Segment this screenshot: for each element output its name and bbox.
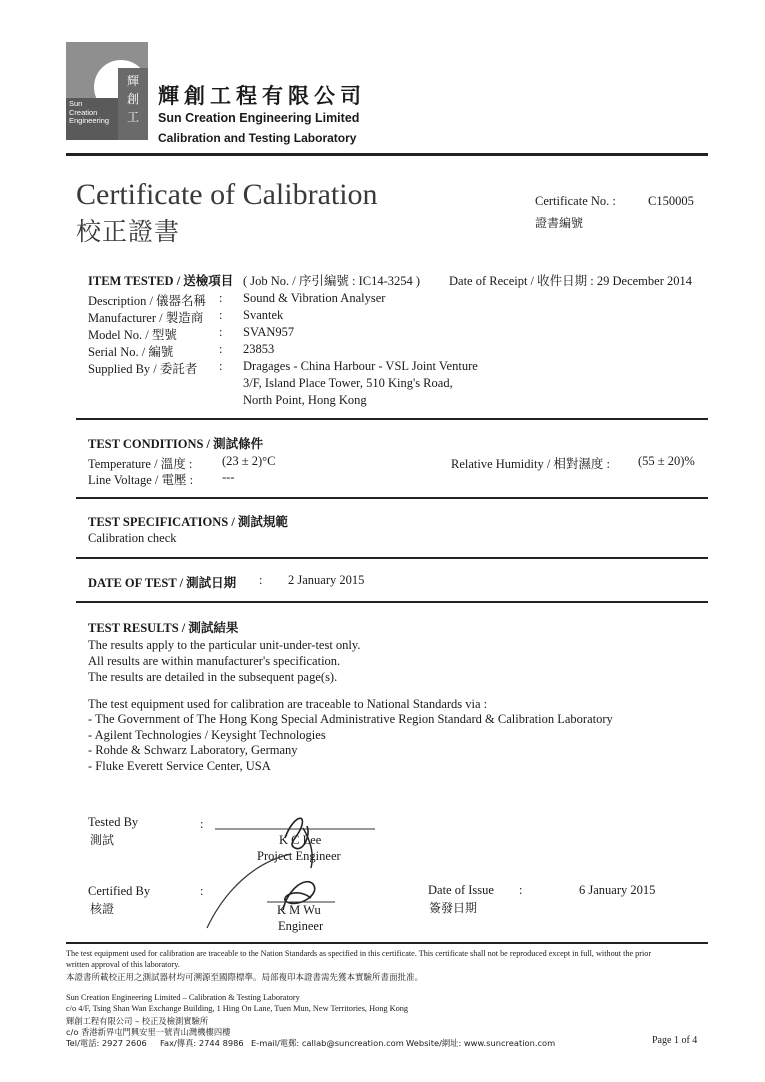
row-colon: : (219, 308, 223, 322)
footer-address-line: 輝創工程有限公司 – 校正及檢測實驗所 (66, 1016, 209, 1026)
certified-by-label: Certified By (88, 884, 151, 898)
section-divider (76, 418, 708, 420)
line-voltage-value: --- (222, 470, 235, 484)
date-of-test-colon: : (259, 573, 263, 587)
footer-website: Website/網址: www.suncreation.com (406, 1038, 556, 1048)
footer-disclaimer: written approval of this laboratory. (66, 960, 180, 969)
section-divider (76, 601, 708, 603)
humidity-value: (55 ± 20)% (638, 454, 695, 468)
traceability-intro: The test equipment used for calibration are traceable to National Standards via : (88, 697, 488, 711)
footer-divider (66, 942, 708, 944)
footer-fax: Fax/傳真: 2744 8986 (160, 1038, 244, 1048)
row-label: Description / 儀器名稱 (88, 294, 207, 308)
logo-vertical-text: 輝 創 工 (118, 68, 148, 140)
supplier-address-line: North Point, Hong Kong (243, 393, 367, 407)
item-tested-heading: ITEM TESTED / 送檢項目 (88, 274, 234, 288)
test-specifications-heading: TEST SPECIFICATIONS / 測試規範 (88, 515, 288, 529)
traceability-lab: - Agilent Technologies / Keysight Technologies (88, 728, 326, 742)
company-name-cn: 輝創工程有限公司 (158, 84, 366, 108)
section-divider (76, 557, 708, 559)
supplier-address-line: 3/F, Island Place Tower, 510 King's Road, (243, 376, 453, 390)
footer-address-line: Sun Creation Engineering Limited – Calibration & Testing Laboratory (66, 993, 300, 1002)
logo-text: Sun Creation Engineering (69, 99, 110, 125)
footer-tel: Tel/電話: 2927 2606 (66, 1038, 147, 1048)
footer-address-line: c/o 香港新界屯門興安里一號青山灣機樓四樓 (66, 1027, 231, 1037)
tested-by-colon: : (200, 817, 204, 831)
row-value: Sound & Vibration Analyser (243, 291, 386, 305)
header-divider (66, 153, 708, 156)
row-colon: : (219, 359, 223, 373)
job-number: ( Job No. / 序引編號 : IC14-3254 ) (243, 274, 421, 288)
certifier-signature (195, 850, 335, 930)
row-label: Manufacturer / 製造商 (88, 311, 204, 325)
traceability-lab: - The Government of The Hong Kong Special Administrative Region Standard & Calibration Laboratory (88, 712, 613, 726)
test-specifications-text: Calibration check (88, 531, 177, 545)
certificate-title: Certificate of Calibration (76, 178, 378, 211)
date-of-issue-colon: : (519, 883, 523, 897)
row-value: Svantek (243, 308, 284, 322)
certifier-title: Engineer (278, 919, 324, 933)
row-colon: : (219, 342, 223, 356)
row-value: 23853 (243, 342, 275, 356)
footer-address-line: c/o 4/F, Tsing Shan Wan Exchange Building, 1 Hing On Lane, Tuen Mun, New Territories, Hong Kong (66, 1004, 409, 1013)
tested-by-label-cn: 測試 (90, 833, 115, 847)
section-divider (76, 497, 708, 499)
traceability-lab: - Rohde & Schwarz Laboratory, Germany (88, 743, 298, 757)
tester-name: K C Lee (279, 833, 322, 847)
row-value: SVAN957 (243, 325, 295, 339)
certificate-no-label-cn: 證書編號 (535, 216, 584, 230)
result-line: All results are within manufacturer's specification. (88, 654, 341, 668)
certificate-no-label: Certificate No. : (535, 194, 616, 208)
row-label: Serial No. / 編號 (88, 345, 174, 359)
test-conditions-heading: TEST CONDITIONS / 測試條件 (88, 437, 264, 451)
tested-by-label: Tested By (88, 815, 139, 829)
certifier-name: K M Wu (277, 903, 321, 917)
line-voltage-label: Line Voltage / 電壓 : (88, 473, 194, 487)
footer-disclaimer: The test equipment used for calibration are traceable to the Nation Standards as specified in this certificate. This certificate shall not be reproduced except in full, without the prior (66, 949, 652, 958)
lab-name: Calibration and Testing Laboratory (158, 131, 357, 145)
row-colon: : (219, 291, 223, 305)
humidity-label: Relative Humidity / 相對濕度 : (451, 457, 611, 471)
temperature-label: Temperature / 溫度 : (88, 457, 193, 471)
result-line: The results apply to the particular unit-under-test only. (88, 638, 361, 652)
page-number: Page 1 of 4 (652, 1035, 698, 1046)
certificate-title-cn: 校正證書 (76, 217, 181, 246)
footer-disclaimer-cn: 本證書所載校正用之測試器材均可溯源至國際標準。局部複印本證書需先獲本實驗所書面批准。 (66, 973, 424, 983)
row-label: Model No. / 型號 (88, 328, 177, 342)
company-name-en: Sun Creation Engineering Limited (158, 111, 360, 125)
row-label: Supplied By / 委託者 (88, 362, 198, 376)
result-line: The results are detailed in the subsequent page(s). (88, 670, 338, 684)
date-of-receipt: Date of Receipt / 收件日期 : 29 December 2014 (449, 274, 692, 288)
row-value: Dragages - China Harbour - VSL Joint Venture (243, 359, 478, 373)
date-of-issue-label: Date of Issue (428, 883, 494, 897)
temperature-value: (23 ± 2)°C (222, 454, 276, 468)
date-of-test-heading: DATE OF TEST / 測試日期 (88, 576, 237, 590)
date-of-issue-label-cn: 簽發日期 (429, 901, 478, 915)
date-of-test-value: 2 January 2015 (288, 573, 365, 587)
tester-title: Project Engineer (257, 849, 341, 863)
certificate-no-value: C150005 (648, 194, 694, 208)
certified-by-label-cn: 核證 (90, 902, 115, 916)
test-results-heading: TEST RESULTS / 測試結果 (88, 621, 239, 635)
row-colon: : (219, 325, 223, 339)
certified-by-colon: : (200, 884, 204, 898)
footer-email: E-mail/電郵: callab@suncreation.com (251, 1038, 404, 1048)
traceability-lab: - Fluke Everett Service Center, USA (88, 759, 271, 773)
date-of-issue-value: 6 January 2015 (579, 883, 656, 897)
